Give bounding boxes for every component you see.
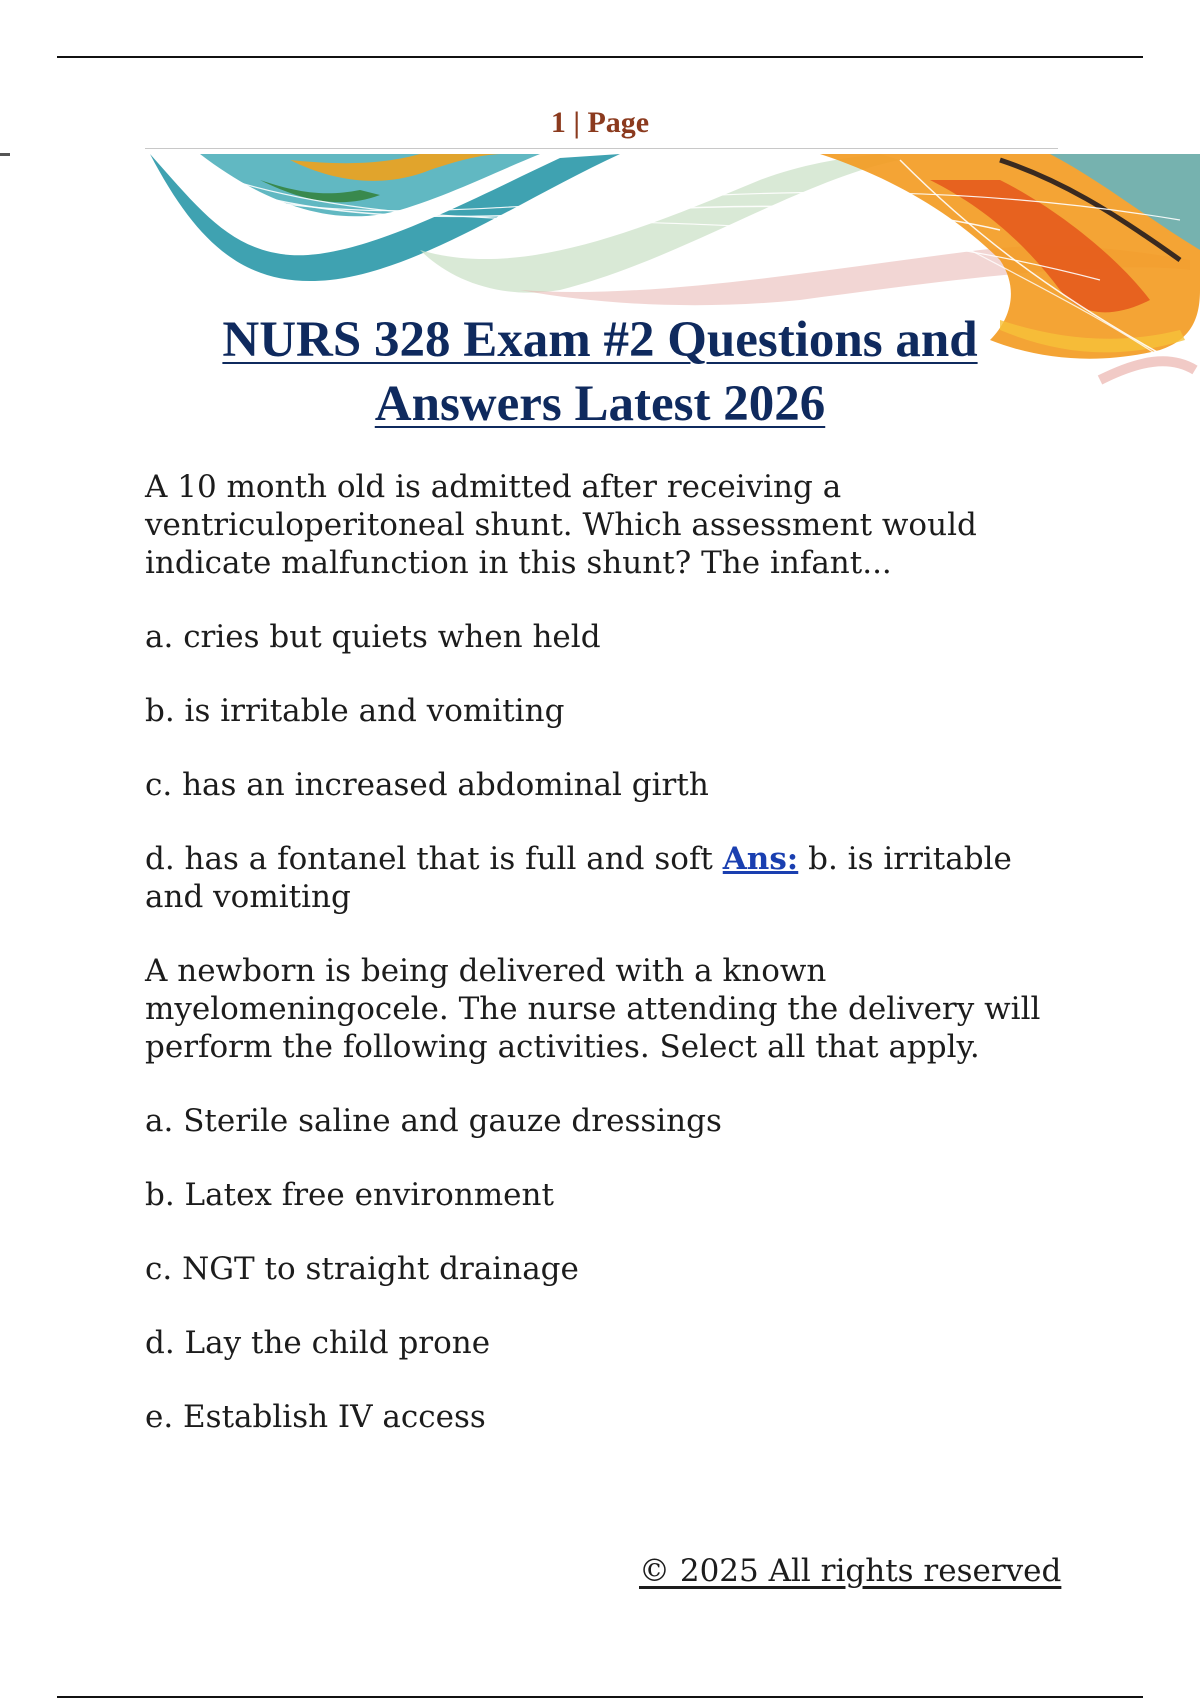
copyright-footer: © 2025 All rights reserved [639, 1553, 1062, 1589]
page-number-label: 1 | Page [550, 106, 650, 139]
questions-body [145, 468, 1065, 1472]
question-2-option-a: a. Sterile saline and gauze dressings [145, 1103, 722, 1139]
question-2-option-b: b. Latex free environment [145, 1177, 554, 1213]
answer-link[interactable]: Ans: [722, 841, 799, 877]
question-2-option-e: e. Establish IV access [145, 1399, 486, 1435]
bottom-rule [57, 1696, 1143, 1698]
title-line-1: NURS 328 Exam #2 Questions and [222, 312, 978, 368]
question-2-option-c: c. NGT to straight drainage [145, 1251, 579, 1287]
question-1-option-d: d. has a fontanel that is full and soft [145, 841, 713, 877]
document-title [120, 308, 1080, 436]
question-1-answer: b. is irritable and vomiting [145, 841, 1012, 915]
title-line-2: Answers Latest 2026 [374, 376, 826, 432]
question-2-stem: A newborn is being delivered with a known myelomeningocele. The nurse attending the delivery will perform the following activities. Select all that apply. [145, 953, 1041, 1065]
question-1-option-d-with-answer [145, 840, 1065, 916]
question-1-option-b: b. is irritable and vomiting [145, 693, 565, 729]
question-1-option-a: a. cries but quiets when held [145, 619, 601, 655]
question-1-option-c: c. has an increased abdominal girth [145, 767, 709, 803]
top-rule [57, 56, 1143, 58]
question-2-option-d: d. Lay the child prone [145, 1325, 491, 1361]
question-1-stem: A 10 month old is admitted after receiving a ventriculoperitoneal shunt. Which assessment would indicate malfunction in this shunt? The infant... [145, 469, 977, 581]
